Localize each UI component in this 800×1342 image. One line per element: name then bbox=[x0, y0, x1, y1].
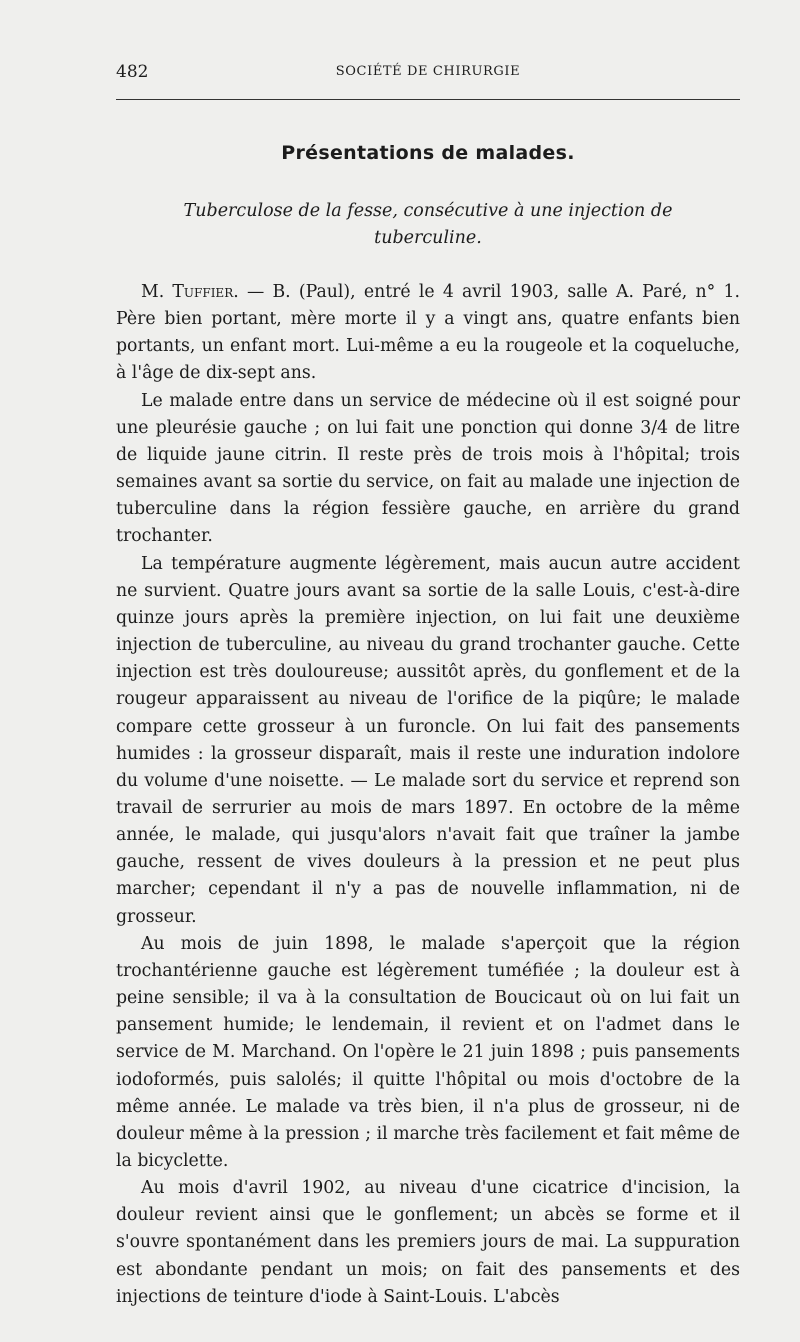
running-title: SOCIÉTÉ DE CHIRURGIE bbox=[335, 64, 521, 79]
speaker-name: M. Tuffier. bbox=[141, 282, 239, 302]
page-number: 482 bbox=[116, 62, 149, 82]
paragraph-3: La température augmente légèrement, mais aucun autre accident ne survient. Quatre jours avant sa sortie de la salle Louis, c'est-à-dire quinze jours après la première injection, on lui fait une deuxième injection de tuberculine, au niveau du grand trochanter gauche. Cette injection est très douloureuse; aussitôt après, du gonflement et de la rougeur apparaissent au niveau de l'orifice de la piqûre; le malade compare cette grosseur à un furoncle. On lui fait des pansements humides : la grosseur disparaît, mais il reste une induration indolore du volume d'une noisette. — Le malade sort du service et reprend son travail de serrurier au mois de mars 1897. En octobre de la même année, le malade, qui jusqu'alors n'avait fait que traîner la jambe gauche, ressent de vives douleurs à la pression et ne peut plus marcher; cependant il n'y a pas de nouvelle inflammation, ni de grosseur. bbox=[116, 553, 740, 927]
paragraph-5: Au mois d'avril 1902, au niveau d'une cicatrice d'incision, la douleur revient ainsi que le gonflement; un abcès se forme et il s'ouvre spontanément dans les premiers jours de mai. La suppuration est abondante pendant un mois; on fait des pansements et des injections de teinture d'iode à Saint-Louis. L'abcès bbox=[116, 1178, 740, 1307]
paragraph-1-text: — B. (Paul), entré le 4 avril 1903, salle A. Paré, n° 1. Père bien portant, mère morte il y a vingt ans, quatre enfants bien portants, un enfant mort. Lui-même a eu la rougeole et la coqueluche, à l'âge de dix-sept ans. bbox=[116, 282, 740, 384]
header-rule bbox=[116, 99, 740, 100]
subtitle: Tuberculose de la fesse, consécutive à une injection de tuberculine. bbox=[183, 201, 673, 248]
page-header bbox=[116, 62, 740, 84]
section-title: Présentations de malades. bbox=[281, 142, 575, 164]
paragraph-1 bbox=[116, 279, 740, 388]
paragraph-2: Le malade entre dans un service de médecine où il est soigné pour une pleurésie gauche ; on lui fait une ponction qui donne 3/4 de litre de liquide jaune citrin. Il reste près de trois mois à l'hôpital; trois semaines avant sa sortie du service, on fait au malade une injection de tuberculine dans la région fessière gauche, en arrière du grand trochanter. bbox=[116, 390, 740, 547]
paragraph-4: Au mois de juin 1898, le malade s'aperçoit que la région trochantérienne gauche est légèrement tuméfiée ; la douleur est à peine sensible; il va à la consultation de Boucicaut où on lui fait un pansement humide; le lendemain, il revient et on l'admet dans le service de M. Marchand. On l'opère le 21 juin 1898 ; puis pansements iodoformés, puis salolés; il quitte l'hôpital ou mois d'octobre de la même année. Le malade va très bien, il n'a plus de grosseur, ni de douleur même à la pression ; il marche très facilement et fait même de la bicyclette. bbox=[116, 933, 740, 1171]
body-text bbox=[116, 279, 740, 1311]
